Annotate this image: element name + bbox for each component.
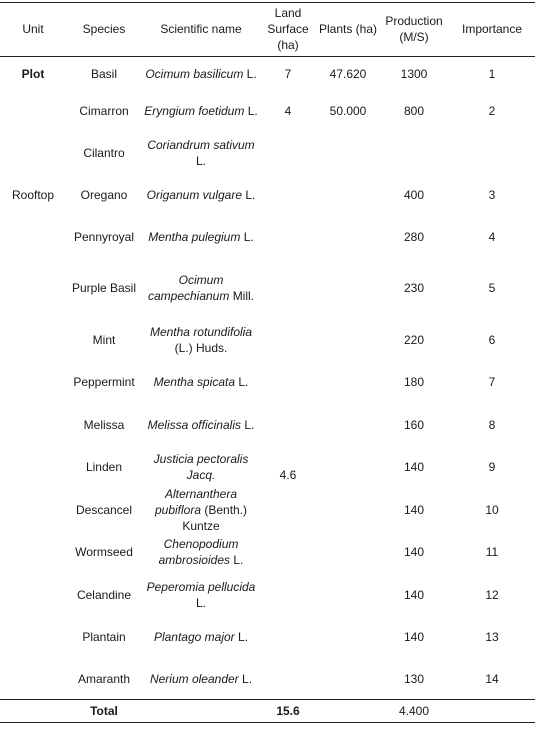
total-rule	[0, 699, 535, 700]
row-species: Descancel	[75, 503, 133, 517]
scientific-name-authority: L.	[242, 672, 253, 686]
row-scientific-name	[141, 362, 261, 402]
scientific-name-text	[141, 536, 261, 568]
scientific-name-text	[141, 324, 261, 356]
row-importance: 10	[485, 503, 499, 517]
scientific-name-authority: L.	[245, 188, 256, 202]
total-label: Total	[90, 704, 118, 718]
row-production: 140	[403, 588, 425, 602]
row-production: 230	[403, 281, 425, 295]
row-production: 140	[403, 545, 425, 559]
scientific-name-text	[144, 103, 257, 119]
row-species: Linden	[85, 460, 123, 474]
row-scientific-name	[141, 268, 261, 308]
scientific-name-authority: L.	[195, 154, 206, 168]
scientific-name-authority: L.	[243, 230, 254, 244]
scientific-name-binomial: Plantago major	[153, 630, 235, 644]
header-production: Production (M/S)	[385, 14, 443, 44]
scientific-name-binomial: Chenopodium ambrosioides	[158, 537, 239, 567]
row-scientific-name	[141, 575, 261, 615]
scientific-name-authority: (Benth.) Kuntze	[182, 503, 248, 533]
total-land-surface: 15.6	[276, 704, 300, 718]
scientific-name-binomial: Eryngium foetidum	[144, 104, 245, 118]
scientific-name-authority: L.	[233, 553, 244, 567]
row-importance: 7	[488, 375, 496, 389]
total-production: 4.400	[398, 704, 430, 718]
row-land-surface: 7	[284, 67, 292, 81]
scientific-name-text	[141, 451, 261, 483]
row-production: 180	[403, 375, 425, 389]
scientific-name-text	[147, 187, 256, 203]
row-species: Pennyroyal	[73, 230, 135, 244]
row-importance: 6	[488, 333, 496, 347]
rooftop-land-surface: 4.6	[279, 468, 297, 482]
row-importance: 11	[485, 545, 499, 559]
row-species: Amaranth	[77, 672, 131, 686]
row-production: 160	[403, 418, 425, 432]
row-importance: 2	[488, 104, 496, 118]
row-importance: 14	[485, 672, 499, 686]
row-production: 130	[403, 672, 425, 686]
row-species: Wormseed	[75, 545, 133, 559]
header-unit: Unit	[22, 22, 44, 36]
row-scientific-name	[141, 217, 261, 257]
row-scientific-name	[141, 91, 261, 131]
header-scientific: Scientific name	[160, 22, 242, 36]
scientific-name-binomial: Ocimum basilicum	[145, 67, 244, 81]
scientific-name-binomial: Mentha rotundifolia	[149, 325, 253, 339]
row-species: Plantain	[82, 630, 126, 644]
row-production: 140	[403, 460, 425, 474]
row-species: Purple Basil	[71, 281, 137, 295]
row-production: 140	[403, 630, 425, 644]
row-production: 280	[403, 230, 425, 244]
scientific-name-authority: L.	[244, 418, 255, 432]
row-scientific-name	[141, 617, 261, 657]
row-production: 140	[403, 503, 425, 517]
row-scientific-name	[141, 320, 261, 360]
row-species: Oregano	[80, 188, 128, 202]
row-production: 220	[403, 333, 425, 347]
row-plants: 50.000	[329, 104, 367, 118]
row-species: Melissa	[83, 418, 125, 432]
scientific-name-text	[150, 671, 252, 687]
scientific-name-text	[148, 417, 255, 433]
scientific-name-text	[154, 629, 248, 645]
scientific-name-text	[141, 579, 261, 611]
row-species: Basil	[90, 67, 117, 81]
row-importance: 13	[485, 630, 499, 644]
row-scientific-name	[141, 532, 261, 572]
row-importance: 3	[488, 188, 496, 202]
row-species: Celandine	[76, 588, 132, 602]
scientific-name-text	[148, 229, 253, 245]
scientific-name-binomial: Mentha spicata	[153, 375, 236, 389]
scientific-name-binomial: Coriandrum sativum	[147, 138, 255, 152]
scientific-name-binomial: Nerium oleander	[149, 672, 239, 686]
scientific-name-binomial: Justicia pectoralis Jacq.	[153, 452, 249, 482]
table-bottom-rule	[0, 722, 535, 723]
scientific-name-text	[145, 66, 256, 82]
row-scientific-name	[141, 133, 261, 173]
row-scientific-name	[141, 487, 261, 533]
row-land-surface: 4	[284, 104, 292, 118]
scientific-name-binomial: Origanum vulgare	[146, 188, 243, 202]
row-unit: Rooftop	[11, 188, 55, 202]
row-importance: 12	[485, 588, 499, 602]
scientific-name-authority: L.	[195, 596, 206, 610]
header-rule	[0, 56, 535, 57]
row-production: 800	[403, 104, 425, 118]
row-scientific-name	[141, 54, 261, 94]
scientific-name-text	[154, 374, 249, 390]
scientific-name-text	[141, 272, 261, 304]
row-species: Cimarron	[79, 104, 129, 118]
row-scientific-name	[141, 175, 261, 215]
scientific-name-authority: L.	[246, 67, 257, 81]
row-scientific-name	[141, 659, 261, 699]
row-production: 1300	[400, 67, 428, 81]
row-species: Peppermint	[73, 375, 135, 389]
scientific-name-text	[141, 486, 261, 534]
row-importance: 5	[488, 281, 496, 295]
row-importance: 4	[488, 230, 496, 244]
header-species: Species	[82, 22, 126, 36]
scientific-name-authority: L.	[238, 630, 249, 644]
row-scientific-name	[141, 405, 261, 445]
header-importance: Importance	[461, 22, 523, 36]
scientific-name-authority: Mill.	[232, 289, 255, 303]
row-species: Mint	[92, 333, 116, 347]
scientific-name-text	[141, 137, 261, 169]
scientific-name-authority: (L.) Huds.	[174, 341, 228, 355]
row-unit: Plot	[21, 67, 45, 81]
row-importance: 9	[488, 460, 496, 474]
row-importance: 8	[488, 418, 496, 432]
row-plants: 47.620	[329, 67, 367, 81]
row-importance: 1	[488, 67, 496, 81]
row-species: Cilantro	[83, 146, 125, 160]
scientific-name-authority: L.	[247, 104, 258, 118]
scientific-name-binomial: Peperomia pellucida	[146, 580, 256, 594]
scientific-name-binomial: Mentha pulegium	[148, 230, 241, 244]
header-land: Land Surface (ha)	[267, 6, 309, 52]
scientific-name-authority: L.	[238, 375, 249, 389]
scientific-name-binomial: Ocimum campechianum	[147, 273, 230, 303]
scientific-name-binomial: Alternanthera pubiflora	[154, 487, 238, 517]
header-plants: Plants (ha)	[318, 22, 378, 36]
row-production: 400	[403, 188, 425, 202]
row-scientific-name	[141, 447, 261, 487]
scientific-name-binomial: Melissa officinalis	[147, 418, 241, 432]
